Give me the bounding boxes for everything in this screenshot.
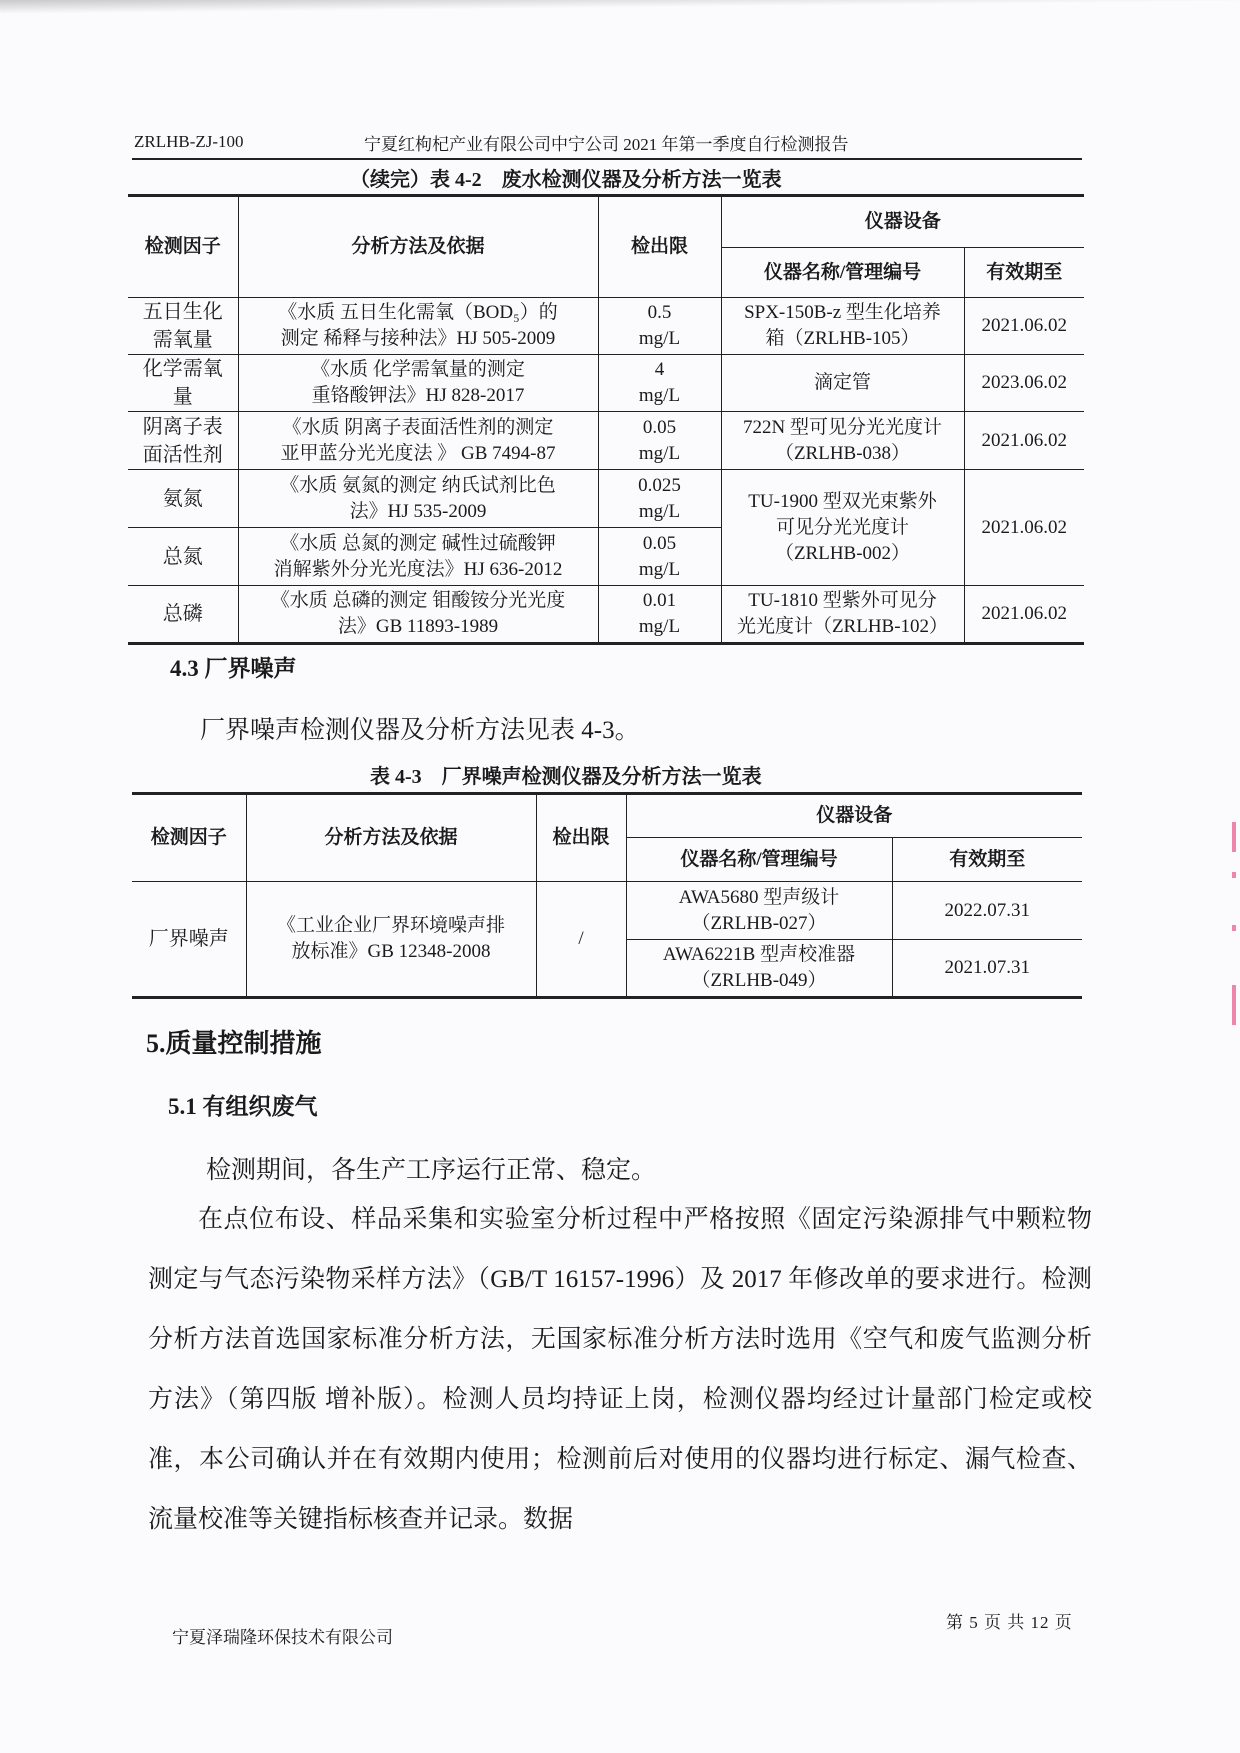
- cell-instrument: 722N 型可见分光光度计 （ZRLHB-038）: [721, 412, 964, 470]
- header-valid-until: 有效期至: [892, 838, 1082, 882]
- cell-valid-until: 2021.06.02: [964, 586, 1084, 644]
- header-limit: 检出限: [536, 794, 626, 882]
- cell-instrument: AWA5680 型声级计 （ZRLHB-027）: [626, 882, 892, 940]
- table-4-3-caption: 表 4-3 厂界噪声检测仪器及分析方法一览表: [370, 766, 762, 788]
- header-equipment: 仪器设备: [626, 794, 1082, 838]
- section-5-heading: 5.质量控制措施: [146, 1029, 322, 1058]
- table-row: [128, 298, 1084, 355]
- cell-method: 《水质 总氮的测定 碱性过硫酸钾 消解紫外分光光度法》HJ 636-2012: [238, 528, 598, 586]
- table-row: [128, 470, 1084, 528]
- table-4-3: [132, 792, 1082, 999]
- cell-factor: 总氮: [128, 528, 238, 586]
- cell-factor: 五日生化 需氧量: [128, 298, 238, 355]
- cell-valid-until: 2021.07.31: [892, 940, 1082, 998]
- section-4-3-intro: 厂界噪声检测仪器及分析方法见表 4-3。: [200, 717, 640, 744]
- header-method: 分析方法及依据: [238, 196, 598, 298]
- cell-instrument: SPX-150B-z 型生化培养 箱（ZRLHB-105）: [721, 298, 964, 355]
- header-divider: [132, 158, 1082, 160]
- document-code: ZRLHB-ZJ-100: [134, 132, 244, 151]
- seal-stamp-mark: [1232, 872, 1236, 878]
- table-row: [128, 412, 1084, 470]
- header-factor: 检测因子: [128, 196, 238, 298]
- footer-company: 宁夏泽瑞隆环保技术有限公司: [172, 1628, 393, 1647]
- table-4-2: [128, 194, 1084, 645]
- cell-valid-until: 2023.06.02: [964, 355, 1084, 412]
- section-5-1-paragraph-2: 在点位布设、样品采集和实验室分析过程中严格按照《固定污染源排气中颗粒物测定与气态污染物采样方法》（GB/T 16157-1996）及 2017 年修改单的要求进行。检测分析方法首选国家标准分析方法，无国家标准分析方法时选用《空气和废气监测分析方法》（第四版 增补版）。检测人员均持证上岗，检测仪器均经过计量部门检定或校准，本公司确认并在有效期内使用；检测前后对使用的仪器均进行标定、漏气检查、流量校准等关键指标核查并记录。数据: [148, 1206, 1092, 1533]
- cell-limit: 0.025 mg/L: [598, 470, 721, 528]
- cell-method: 《工业企业厂界环境噪声排 放标准》GB 12348-2008: [246, 882, 536, 998]
- header-limit: 检出限: [598, 196, 721, 298]
- header-instrument: 仪器名称/管理编号: [626, 838, 892, 882]
- cell-valid-until: 2021.06.02: [964, 470, 1084, 586]
- cell-valid-until: 2021.06.02: [964, 412, 1084, 470]
- header-valid-until: 有效期至: [964, 248, 1084, 298]
- table-row: [128, 586, 1084, 644]
- cell-factor: 氨氮: [128, 470, 238, 528]
- cell-valid-until: 2021.06.02: [964, 298, 1084, 355]
- cell-method: 《水质 阴离子表面活性剂的测定 亚甲蓝分光光度法 》 GB 7494-87: [238, 412, 598, 470]
- header-instrument: 仪器名称/管理编号: [721, 248, 964, 298]
- cell-factor: 化学需氧 量: [128, 355, 238, 412]
- cell-instrument: TU-1810 型紫外可见分 光光度计（ZRLHB-102）: [721, 586, 964, 644]
- cell-instrument: 滴定管: [721, 355, 964, 412]
- seal-stamp-mark: [1232, 822, 1236, 852]
- page-header: [134, 130, 1078, 154]
- page-number: 第 5 页 共 12 页: [946, 1613, 1073, 1632]
- seal-stamp-mark: [1232, 985, 1236, 1025]
- report-title: 宁夏红枸杞产业有限公司中宁公司 2021 年第一季度自行检测报告: [364, 135, 849, 154]
- table-row: [132, 882, 1082, 940]
- section-5-1-paragraph-1: 检测期间，各生产工序运行正常、稳定。: [206, 1157, 657, 1184]
- cell-limit: 0.05 mg/L: [598, 528, 721, 586]
- header-method: 分析方法及依据: [246, 794, 536, 882]
- scan-edge-shadow: [0, 0, 1240, 14]
- cell-valid-until: 2022.07.31: [892, 882, 1082, 940]
- cell-limit: 0.01 mg/L: [598, 586, 721, 644]
- cell-limit: 0.5 mg/L: [598, 298, 721, 355]
- cell-method: 《水质 化学需氧量的测定 重铬酸钾法》HJ 828-2017: [238, 355, 598, 412]
- cell-limit: 0.05 mg/L: [598, 412, 721, 470]
- table-4-2-caption: （续完）表 4-2 废水检测仪器及分析方法一览表: [350, 169, 782, 191]
- header-equipment: 仪器设备: [721, 196, 1084, 248]
- cell-method: 《水质 总磷的测定 钼酸铵分光光度 法》GB 11893-1989: [238, 586, 598, 644]
- section-5-1-heading: 5.1 有组织废气: [168, 1094, 318, 1119]
- cell-limit: /: [536, 882, 626, 998]
- cell-instrument: TU-1900 型双光束紫外 可见分光光度计 （ZRLHB-002）: [721, 470, 964, 586]
- table-row: [128, 355, 1084, 412]
- cell-factor: 总磷: [128, 586, 238, 644]
- cell-method: 《水质 五日生化需氧（BOD₅）的 测定 稀释与接种法》HJ 505-2009: [238, 298, 598, 355]
- seal-stamp-mark: [1232, 925, 1236, 931]
- cell-method: 《水质 氨氮的测定 纳氏试剂比色 法》HJ 535-2009: [238, 470, 598, 528]
- section-4-3-heading: 4.3 厂界噪声: [170, 656, 297, 681]
- cell-instrument: AWA6221B 型声校准器 （ZRLHB-049）: [626, 940, 892, 998]
- cell-limit: 4 mg/L: [598, 355, 721, 412]
- cell-factor: 阴离子表 面活性剂: [128, 412, 238, 470]
- cell-factor: 厂界噪声: [132, 882, 246, 998]
- header-factor: 检测因子: [132, 794, 246, 882]
